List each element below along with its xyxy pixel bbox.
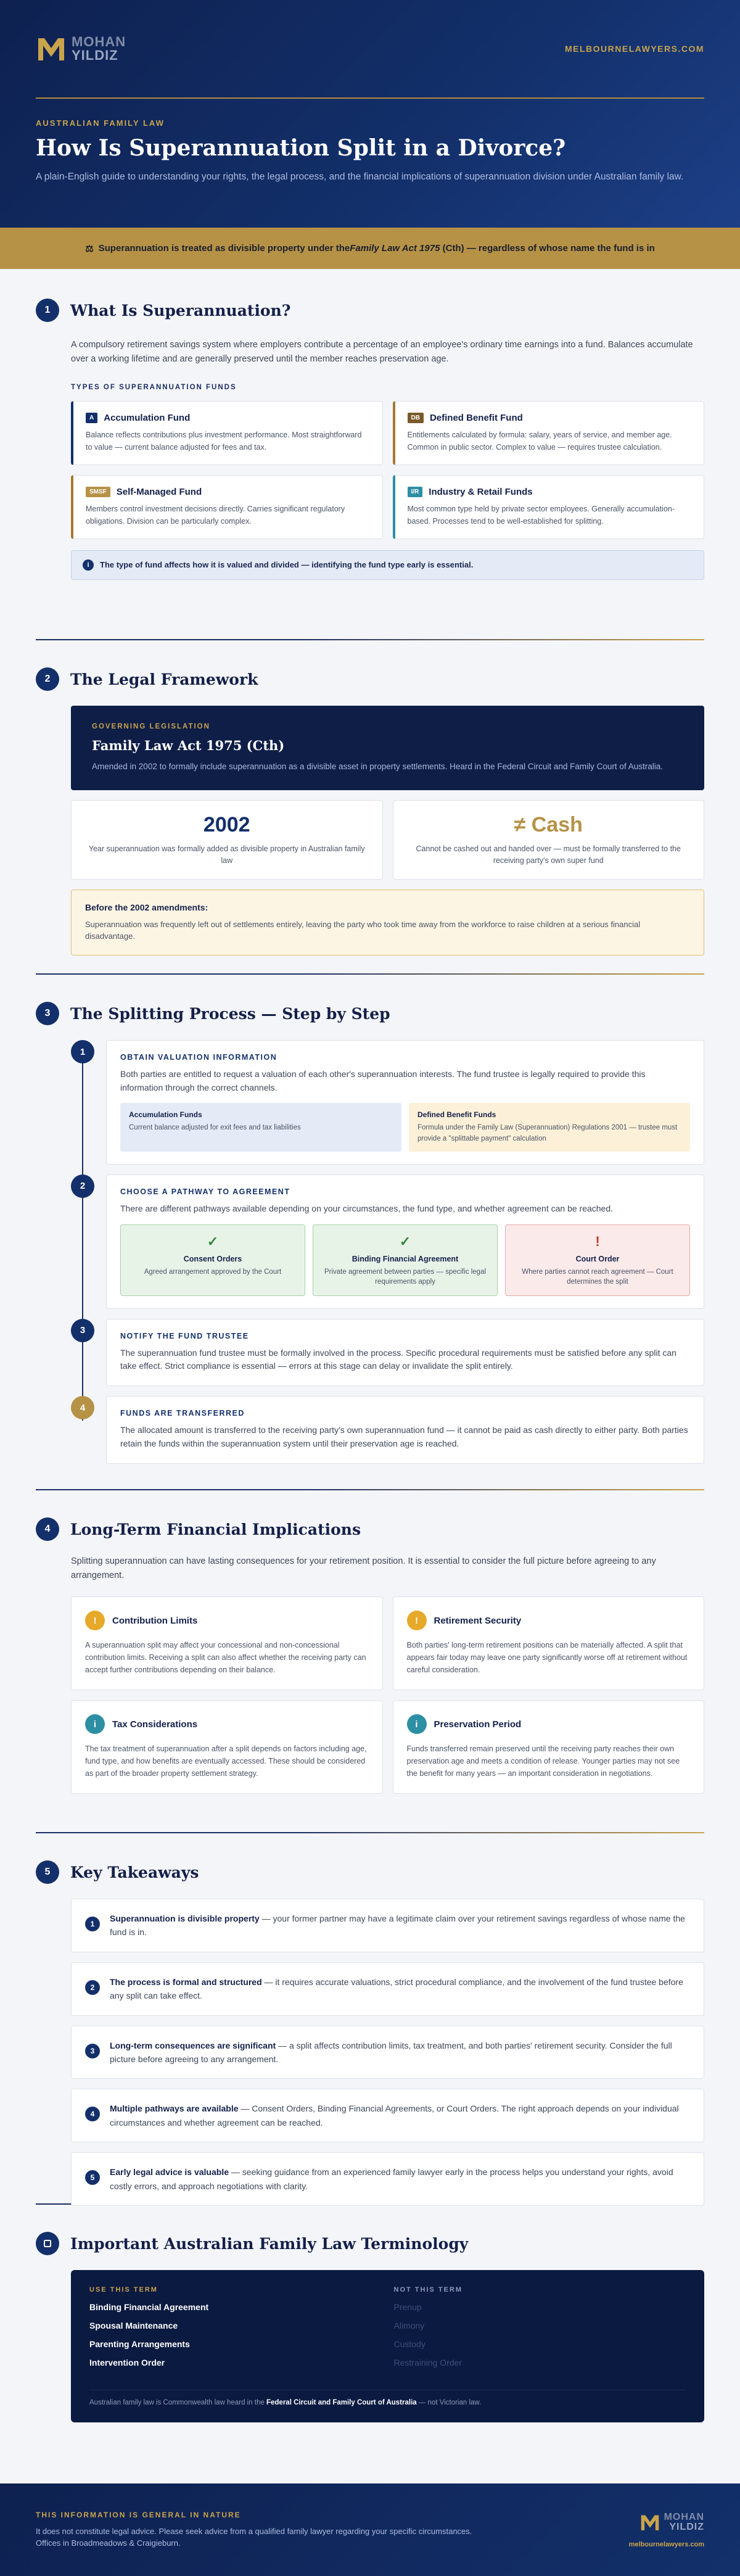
check-icon: ✓ <box>399 1233 411 1249</box>
section-body: Splitting superannuation can have lasting consequences for your retirement position. It is essential to consider the full picture before agreeing to any arrangement. <box>71 1556 656 1581</box>
fund-title: Accumulation Fund <box>104 413 191 424</box>
method-text: Formula under the Family Law (Superannuation) Regulations 2001 — trustee must provide a "splittable payment" calculation <box>417 1124 678 1142</box>
takeaway-number: 2 <box>85 1980 100 1995</box>
not-term: Restraining Order <box>393 2358 462 2368</box>
logo-mark-icon <box>36 33 67 64</box>
terminology-panel <box>71 2270 704 2422</box>
section-icon <box>36 2232 59 2255</box>
impl-text: Funds transferred remain preserved until the receiving party reaches their own preservation age and meets a condition of release. Younger parties may not see the benefit for many years — an important consideration in negotiations. <box>406 1744 680 1778</box>
takeaway-number: 4 <box>85 2107 100 2121</box>
implication-cards <box>71 1596 704 1794</box>
section-heading <box>36 1517 704 1541</box>
pathway-options <box>120 1224 690 1296</box>
brand-logo[interactable] <box>36 33 126 64</box>
legislation-label: GOVERNING LEGISLATION <box>92 723 210 730</box>
disclaimer-text: It does not constitute legal advice. Please seek advice from a qualified family lawyer regarding your specific circumstances. Offices in Broadmeadows & Craigieburn. <box>36 2526 472 2548</box>
pathway-title: Consent Orders <box>183 1254 242 1263</box>
impl-text: The tax treatment of superannuation after a split depends on factors including age, fund type, and how benefits are eventually accessed. These should be considered as part of the broader property settlement strategy. <box>85 1744 367 1778</box>
takeaway-text: — it requires accurate valuations, strict procedural compliance, and the involvement of the fund trustee before any split can take effect. <box>110 1976 683 2001</box>
section-number: 1 <box>36 299 59 322</box>
foot-pre: Australian family law is Commonwealth law heard in the <box>89 2399 266 2406</box>
logo-wordmark <box>664 2512 704 2532</box>
step-text: There are different pathways available depending on your circumstances, the fund type, and whether agreement can be reached. <box>120 1203 614 1213</box>
takeaway-lead: Early legal advice is valuable <box>110 2167 229 2178</box>
not-heading: NOT THIS TERM <box>393 2286 463 2293</box>
use-term: Spousal Maintenance <box>89 2321 178 2330</box>
fund-type-note <box>71 550 704 580</box>
not-term: Custody <box>393 2339 426 2349</box>
stat-value: ≠ Cash <box>514 813 583 837</box>
method-title: Defined Benefit Funds <box>417 1110 496 1120</box>
logo-line-2: YILDIZ <box>669 2521 704 2532</box>
takeaway-list <box>36 1899 704 2206</box>
fund-card-accumulation <box>71 401 383 465</box>
pathway-title: Court Order <box>575 1254 620 1263</box>
takeaway-item <box>71 2026 704 2079</box>
method-title: Accumulation Funds <box>129 1110 202 1120</box>
use-term: Binding Financial Agreement <box>89 2302 209 2312</box>
stat-text: Cannot be cashed out and handed over — must be formally transferred to the receiving party's own super fund <box>416 844 681 865</box>
legislation-box <box>71 706 704 790</box>
fund-tag: DB <box>408 413 424 423</box>
valuation-methods <box>120 1103 690 1152</box>
logo-line-2: YILDIZ <box>72 47 118 63</box>
use-heading: USE THIS TERM <box>89 2286 158 2293</box>
fund-type-cards <box>71 401 704 539</box>
takeaway-number: 3 <box>85 2044 100 2058</box>
takeaway-lead: Superannuation is divisible property <box>110 1913 260 1923</box>
step-text: The superannuation fund trustee must be formally involved in the process. Specific procedural requirements must be satisfied before any split can take effect. Strict compliance is essential — errors at this stage can delay or invalidate the split entirely. <box>120 1347 676 1371</box>
section-heading <box>36 1860 704 1884</box>
not-term: Prenup <box>393 2302 422 2312</box>
takeaway-item <box>71 1962 704 2016</box>
key-banner <box>0 228 740 269</box>
stat-value: 2002 <box>203 813 250 837</box>
fund-title: Defined Benefit Fund <box>429 413 523 424</box>
act-text: Amended in 2002 to formally include superannuation as a divisible asset in property settlements. Heard in the Federal Circuit and Family Court of Australia. <box>92 762 663 771</box>
act-name: Family Law Act 1975 (Cth) <box>92 738 285 753</box>
step-number: 1 <box>71 1040 94 1063</box>
step-text: Both parties are entitled to request a valuation of each other's superannuation interests. The fund trustee is legally required to provide this information through the correct channels. <box>120 1069 646 1092</box>
method-text: Current balance adjusted for exit fees and tax liabilities <box>129 1124 301 1132</box>
fund-types-subhead: TYPES OF SUPERANNUATION FUNDS <box>71 384 237 392</box>
use-term: Parenting Arrangements <box>89 2339 190 2349</box>
section-terminology <box>0 2205 740 2422</box>
step-pathway <box>71 1174 704 1309</box>
valuation-accumulation <box>120 1103 401 1152</box>
check-icon: ✓ <box>207 1233 219 1249</box>
fund-text: Members control investment decisions directly. Carries significant regulatory obligations. Division can be particularly complex. <box>86 505 345 526</box>
callout-text: Superannuation was frequently left out of settlements entirely, leaving the party who took time away from the workforce to raise children at a serious financial disadvantage. <box>85 919 641 941</box>
impl-title: Preservation Period <box>434 1719 522 1730</box>
footer-logo[interactable] <box>639 2512 704 2533</box>
step-box <box>106 1040 704 1165</box>
takeaway-lead: The process is formal and structured <box>110 1976 262 1987</box>
fund-card-defined-benefit <box>393 401 705 465</box>
impl-text: A superannuation split may affect your concessional and non-concessional contribution limits. Receiving a split can also affect whether the receiving party can accept further contributions depending on their balance. <box>85 1641 366 1675</box>
stat-not-cash <box>393 800 705 880</box>
impl-retirement-security <box>393 1596 705 1690</box>
impl-preservation <box>393 1700 705 1794</box>
step-title: CHOOSE A PATHWAY TO AGREEMENT <box>120 1187 290 1196</box>
section-heading <box>36 1002 704 1025</box>
info-icon: i <box>85 1714 105 1734</box>
takeaway-text: — seeking guidance from an experienced family lawyer early in the process helps you understand your rights, avoid costly errors, and approach negotiations with clarity. <box>110 2167 673 2191</box>
section-title: The Legal Framework <box>70 670 258 688</box>
banner-act: Family Law Act 1975 <box>350 243 440 254</box>
alert-icon: ! <box>595 1233 600 1249</box>
section-what-is-super <box>0 269 740 639</box>
step-box <box>106 1174 704 1309</box>
logo-mark-icon <box>639 2512 660 2533</box>
section-title: Long-Term Financial Implications <box>70 1520 361 1538</box>
takeaway-text: — Consent Orders, Binding Financial Agreements, or Court Orders. The right approach depends on your individual circumstances and whether agreement can be reached. <box>110 2103 679 2128</box>
takeaway-item <box>71 2089 704 2142</box>
page-footer <box>0 2483 740 2576</box>
section-title: The Splitting Process — Step by Step <box>70 1004 390 1023</box>
section-number: 2 <box>36 667 59 691</box>
step-transfer <box>71 1396 704 1463</box>
step-number: 4 <box>71 1396 94 1419</box>
section-takeaways <box>0 1833 740 2203</box>
court-name: Federal Circuit and Family Court of Australia <box>266 2399 417 2406</box>
fund-text: Entitlements calculated by formula: salary, years of service, and member age. Common in public sector. Complex to value — requires trustee calculation. <box>407 431 672 452</box>
footer-disclaimer <box>36 2511 480 2549</box>
info-icon: i <box>407 1714 427 1734</box>
not-term: Alimony <box>393 2321 425 2330</box>
step-title: NOTIFY THE FUND TRUSTEE <box>120 1331 249 1340</box>
section-title: Key Takeaways <box>70 1863 199 1881</box>
section-number: 3 <box>36 1002 59 1025</box>
footer-brand <box>629 2512 704 2548</box>
banner-pre: Superannuation is treated as divisible property under the <box>98 243 350 254</box>
step-text: The allocated amount is transferred to the receiving party's own superannuation fund — it cannot be paid as cash directly to either party. Both parties retain the funds within the superannuation system until their preservation age is reached. <box>120 1425 688 1448</box>
eyebrow: AUSTRALIAN FAMILY LAW <box>36 118 165 128</box>
section-number: 4 <box>36 1517 59 1541</box>
scale-icon: ⚖ <box>85 243 94 254</box>
section-number: 5 <box>36 1860 59 1884</box>
legal-stats <box>71 800 704 880</box>
site-link[interactable]: MELBOURNELAWYERS.COM <box>565 44 704 54</box>
step-valuation <box>71 1040 704 1165</box>
step-number: 2 <box>71 1174 94 1198</box>
takeaway-number: 1 <box>85 1917 100 1931</box>
takeaway-text: — your former partner may have a legitimate claim over your retirement savings regardless of whose name the fund is in. <box>110 1913 685 1938</box>
pre-2002-callout <box>71 890 704 956</box>
valuation-defined-benefit <box>409 1103 690 1152</box>
takeaway-lead: Multiple pathways are available <box>110 2103 239 2114</box>
fund-text: Balance reflects contributions plus investment performance. Most straightforward to value — current balance adjusted for fees and tax. <box>86 431 362 452</box>
pathway-title: Binding Financial Agreement <box>352 1254 459 1263</box>
fund-text: Most common type held by private sector employees. Generally accumulation-based. Processes tend to be well-established for splitting. <box>407 505 675 526</box>
section-title: What Is Superannuation? <box>70 301 291 320</box>
pathway-consent-orders <box>120 1224 305 1296</box>
pathway-text: Where parties cannot reach agreement — Court determines the split <box>522 1268 673 1286</box>
stat-text: Year superannuation was formally added as divisible property in Australian family law <box>88 844 365 865</box>
pathway-bfa <box>313 1224 498 1296</box>
hero-header <box>0 0 740 228</box>
fund-tag: I/R <box>408 487 423 497</box>
section-heading <box>36 2232 704 2255</box>
use-column <box>89 2286 382 2368</box>
takeaway-item <box>71 2152 704 2206</box>
step-title: OBTAIN VALUATION INFORMATION <box>120 1053 278 1062</box>
use-term: Intervention Order <box>89 2358 165 2368</box>
step-title: FUNDS ARE TRANSFERRED <box>120 1409 245 1418</box>
fund-card-industry-retail <box>393 475 705 539</box>
fund-tag: SMSF <box>86 487 110 497</box>
step-box <box>106 1319 704 1386</box>
stat-year <box>71 800 383 880</box>
fund-card-smsf <box>71 475 383 539</box>
section-implications <box>0 1490 740 1832</box>
warning-icon: ! <box>85 1611 105 1630</box>
impl-contribution-limits <box>71 1596 383 1690</box>
takeaway-item <box>71 1899 704 1952</box>
section-heading <box>36 667 704 691</box>
banner-post: (Cth) — regardless of whose name the fund is in <box>440 243 655 254</box>
top-bar <box>36 0 704 99</box>
footer-url[interactable]: melbournelawyers.com <box>628 2540 704 2548</box>
note-text: The type of fund affects how it is valued and divided — identifying the fund type early is essential. <box>100 560 474 570</box>
section-legal-framework <box>0 640 740 973</box>
fund-title: Self-Managed Fund <box>116 487 202 498</box>
logo-wordmark <box>72 35 126 62</box>
terminology-grid <box>89 2286 686 2368</box>
terminology-footnote <box>89 2390 686 2406</box>
step-notify-trustee <box>71 1319 704 1386</box>
disclaimer-heading: THIS INFORMATION IS GENERAL IN NATURE <box>36 2510 241 2519</box>
takeaway-number: 5 <box>85 2170 100 2185</box>
impl-text: Both parties' long-term retirement positions can be materially affected. A split that appears fair today may leave one party significantly worse off at retirement without careful consideration. <box>406 1641 688 1675</box>
impl-tax <box>71 1700 383 1794</box>
step-box <box>106 1396 704 1463</box>
info-icon: i <box>83 559 94 571</box>
foot-post: — not Victorian law. <box>416 2399 482 2406</box>
step-number: 3 <box>71 1319 94 1342</box>
page-intro: A plain-English guide to understanding your rights, the legal process, and the financial implications of superannuation division under Australian family law. <box>36 171 684 182</box>
logo-line-1: MOHAN <box>72 34 126 49</box>
takeaway-lead: Long-term consequences are significant <box>110 2040 276 2050</box>
impl-title: Tax Considerations <box>112 1719 198 1730</box>
takeaway-text: — a split affects contribution limits, tax treatment, and both parties' retirement security. Consider the full picture before agreeing to any arrangement. <box>110 2040 672 2064</box>
section-splitting-process <box>0 975 740 1489</box>
section-title: Important Australian Family Law Terminology <box>70 2234 469 2253</box>
square-icon <box>43 2239 52 2248</box>
fund-tag: A <box>86 413 97 423</box>
page-title: How Is Superannuation Split in a Divorce? <box>36 135 566 161</box>
callout-title: Before the 2002 amendments: <box>85 902 208 912</box>
process-steps <box>71 1040 704 1464</box>
section-heading <box>36 299 704 322</box>
pathway-court-order <box>505 1224 690 1296</box>
pathway-text: Private agreement between parties — specific legal requirements apply <box>324 1268 487 1286</box>
impl-title: Contribution Limits <box>112 1615 198 1626</box>
impl-title: Retirement Security <box>434 1615 522 1626</box>
not-column <box>394 2286 686 2368</box>
fund-title: Industry & Retail Funds <box>429 487 533 498</box>
warning-icon: ! <box>407 1611 427 1630</box>
logo-line-1: MOHAN <box>664 2511 704 2522</box>
pathway-text: Agreed arrangement approved by the Court <box>144 1268 282 1276</box>
section-body: A compulsory retirement savings system where employers contribute a percentage of an employee's ordinary time earnings into a fund. Balances accumulate over a working lifetime and are generally preserved until the member reaches preservation age. <box>71 340 693 365</box>
